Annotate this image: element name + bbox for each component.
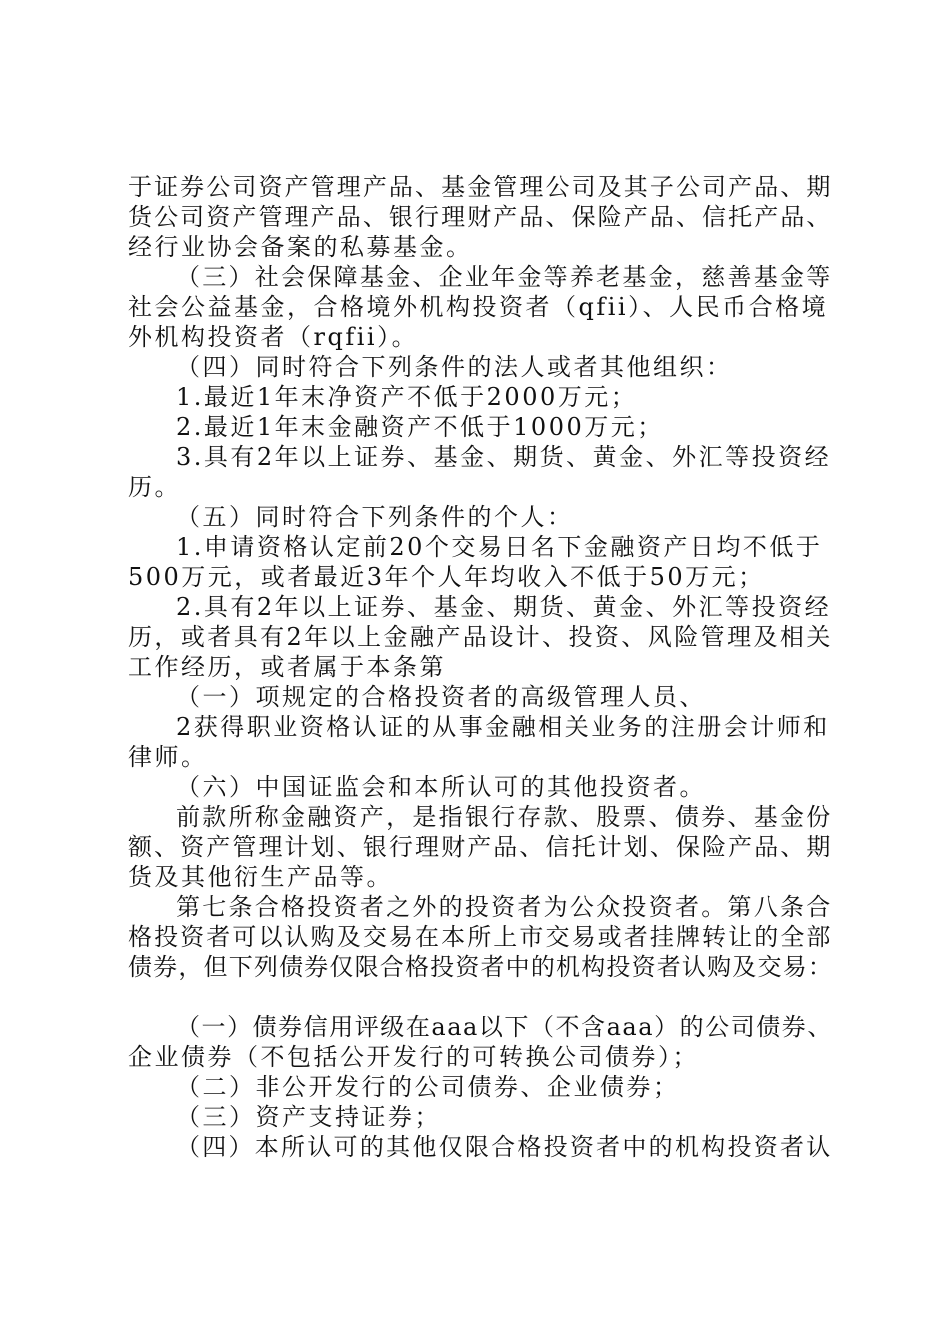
text-line: 1.申请资格认定前20个交易日名下金融资产日均不低于 — [176, 533, 823, 561]
text-line: 于证券公司资产管理产品、基金管理公司及其子公司产品、期 — [128, 173, 833, 201]
text-line: 2.最近1年末金融资产不低于1000万元； — [176, 413, 664, 441]
text-line: 历。 — [128, 473, 181, 501]
text-line: （四）同时符合下列条件的法人或者其他组织： — [176, 353, 733, 381]
text-line: （四）本所认可的其他仅限合格投资者中的机构投资者认 — [176, 1133, 833, 1161]
text-line: （三）资产支持证券； — [176, 1103, 441, 1131]
text-line: 外机构投资者（rqfii）。 — [128, 323, 419, 351]
text-line: （一）债券信用评级在aaa以下（不含aaa）的公司债券、 — [176, 1013, 833, 1041]
text-line: （一）项规定的合格投资者的高级管理人员、 — [176, 683, 706, 711]
text-line: 额、资产管理计划、银行理财产品、信托计划、保险产品、期 — [128, 833, 833, 861]
blank-line — [128, 982, 833, 1012]
text-line: 3.具有2年以上证券、基金、期货、黄金、外汇等投资经 — [176, 443, 832, 471]
text-line: 社会公益基金，合格境外机构投资者（qfii）、人民币合格境 — [128, 293, 829, 321]
text-line: （三）社会保障基金、企业年金等养老基金，慈善基金等 — [176, 263, 833, 291]
text-line: 2获得职业资格认证的从事金融相关业务的注册会计师和 — [176, 713, 830, 741]
text-line: （二）非公开发行的公司债券、企业债券； — [176, 1073, 680, 1101]
text-line: 2.具有2年以上证券、基金、期货、黄金、外汇等投资经 — [176, 593, 832, 621]
text-line: 第七条合格投资者之外的投资者为公众投资者。第八条合 — [176, 893, 833, 921]
text-line: 货及其他衍生产品等。 — [128, 863, 393, 891]
text-line: 历，或者具有2年以上金融产品设计、投资、风险管理及相关 — [128, 623, 833, 651]
text-line: 500万元，或者最近3年个人年均收入不低于50万元； — [128, 563, 765, 591]
text-line: 债券，但下列债券仅限合格投资者中的机构投资者认购及交易： — [128, 953, 833, 981]
text-line: 1.最近1年末净资产不低于2000万元； — [176, 383, 638, 411]
text-line: 企业债券（不包括公开发行的可转换公司债券）； — [128, 1043, 699, 1071]
text-line: 律师。 — [128, 743, 208, 771]
text-line: 前款所称金融资产，是指银行存款、股票、债券、基金份 — [176, 803, 833, 831]
text-line: （六）中国证监会和本所认可的其他投资者。 — [176, 773, 706, 801]
text-line: 经行业协会备案的私募基金。 — [128, 233, 473, 261]
text-line: （五）同时符合下列条件的个人： — [176, 503, 574, 531]
text-line: 货公司资产管理产品、银行理财产品、保险产品、信托产品、 — [128, 203, 833, 231]
text-line: 工作经历，或者属于本条第 — [128, 653, 446, 681]
text-line: 格投资者可以认购及交易在本所上市交易或者挂牌转让的全部 — [128, 923, 833, 951]
document-body — [128, 172, 833, 1162]
